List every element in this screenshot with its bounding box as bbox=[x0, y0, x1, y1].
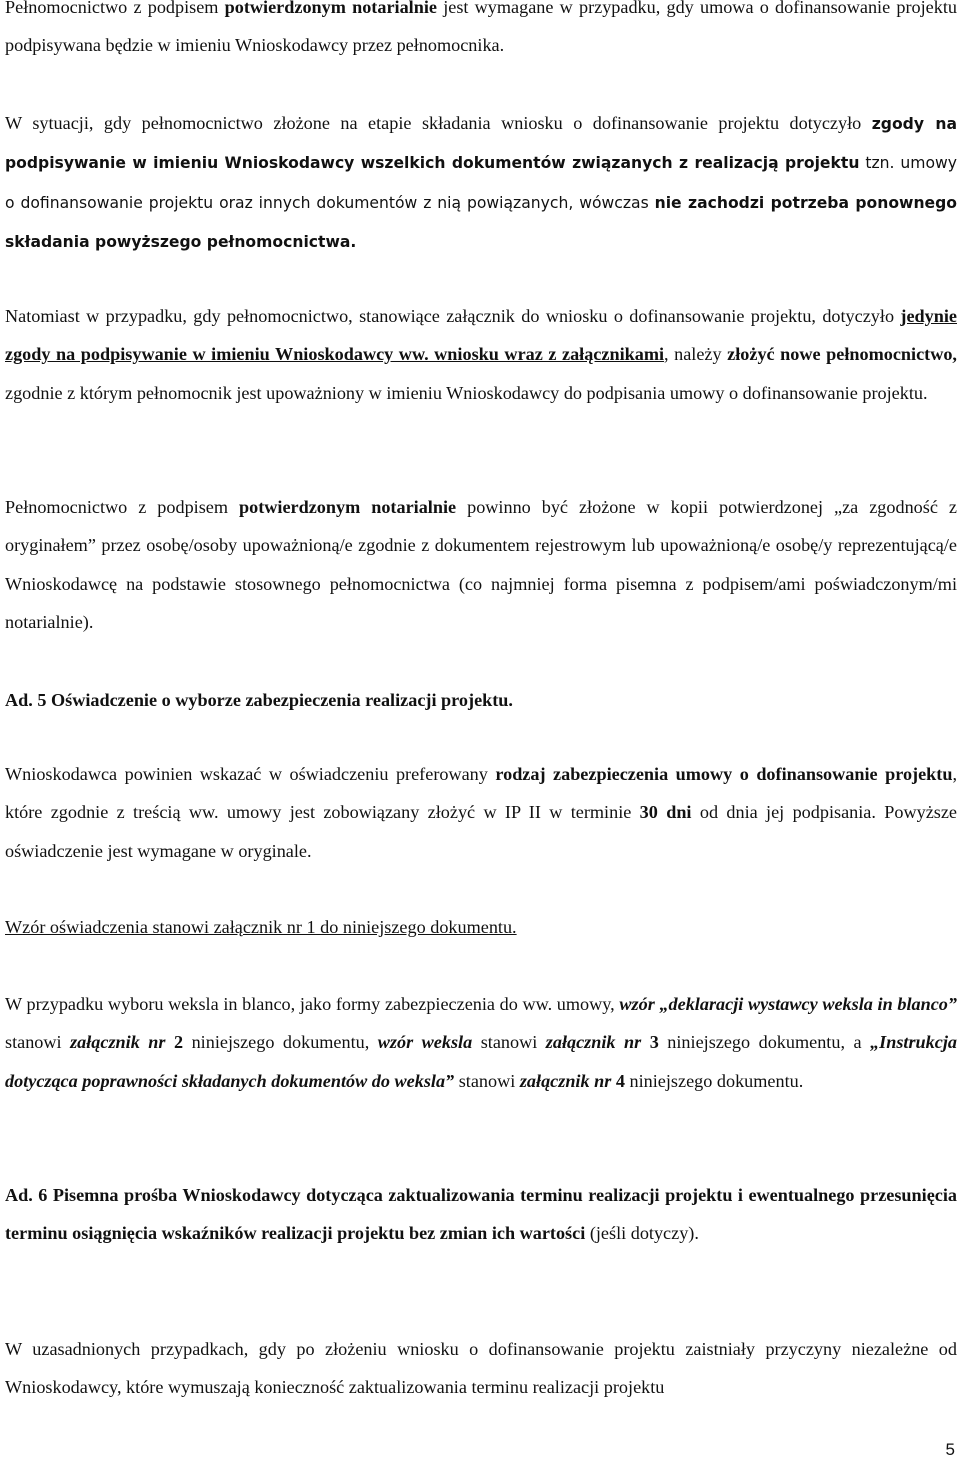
paragraph-template-attachment: Wzór oświadczenia stanowi załącznik nr 1 do niniejszego dokumentu. bbox=[5, 917, 517, 937]
bold-italic-text: wzór „deklaracji wystawcy weksla in blanco” bbox=[619, 994, 957, 1014]
text-run: powinno być złożone w kopii potwierdzonej „za zgodność z oryginałem” przez osobę/osoby upoważnioną/e zgodnie z dokumentem rejestrowym lub upoważnioną/e osobę/y reprezentującą/e Wnioskodawcę na podstawie stosownego pełnomocnictwa (co najmniej forma pisemna z podpisem/ami poświadczonym/mi notarialnie). bbox=[5, 497, 957, 632]
bold-text: Ad. 6 Pisemna prośba Wnioskodawcy dotycząca zaktualizowania terminu realizacji projektu i ewentualnego przesunięcia terminu osiągnięcia wskaźników realizacji projektu bez zmian ich wartości bbox=[5, 1185, 957, 1244]
bold-italic-text: załącznik nr bbox=[70, 1032, 166, 1053]
text-run: stanowi bbox=[5, 1032, 71, 1053]
bold-text: 30 dni bbox=[639, 802, 692, 823]
text-run: , należy bbox=[664, 344, 728, 365]
text-run: tzn. umowy o dofinansowanie projektu oraz innych dokumentów z nią powiązanych, wówczas bbox=[5, 154, 957, 212]
text-run: Natomiast w przypadku, gdy pełnomocnictwo, stanowiące załącznik do wniosku o dofinansowanie projektu, dotyczyło bbox=[5, 306, 901, 326]
bold-text: rodzaj zabezpieczenia umowy o dofinansowanie projektu bbox=[495, 764, 953, 784]
text-run: W przypadku wyboru weksla in blanco, jako formy zabezpieczenia do ww. umowy, bbox=[5, 994, 620, 1014]
text-run: stanowi bbox=[454, 1070, 520, 1091]
page-number: 5 bbox=[945, 1440, 955, 1459]
bold-italic-text: załącznik nr bbox=[545, 1032, 642, 1053]
bold-text: nie zachodzi potrzeba ponownego składania powyższego pełnomocnictwa. bbox=[5, 193, 957, 251]
paragraph-security-type bbox=[5, 755, 957, 870]
paragraph-notarial-requirement bbox=[5, 0, 957, 65]
bold-text: zgody na podpisywanie w imieniu Wnioskodawcy wszelkich dokumentów związanych z realizacją projektu bbox=[5, 115, 957, 173]
text-run: Wnioskodawca powinien wskazać w oświadczeniu preferowany bbox=[5, 764, 496, 784]
bold-italic-text: wzór weksla bbox=[377, 1032, 473, 1053]
text-run: stanowi bbox=[472, 1032, 546, 1053]
paragraph-justified-cases: W uzasadnionych przypadkach, gdy po złożeniu wniosku o dofinansowanie projektu zaistniały przyczyny niezależne od Wnioskodawcy, które wymuszają konieczność zaktualizowania terminu realizacji projektu bbox=[5, 1339, 957, 1398]
text-run: (jeśli dotyczy). bbox=[585, 1223, 699, 1244]
section-heading-ad6 bbox=[5, 1176, 957, 1253]
text-run: od dnia jej podpisania. Powyższe oświadczenie jest wymagane w oryginale. bbox=[5, 802, 957, 861]
bold-italic-text: załącznik nr bbox=[519, 1070, 612, 1091]
section-heading-ad5: Ad. 5 Oświadczenie o wyborze zabezpieczenia realizacji projektu. bbox=[5, 690, 513, 710]
text-run: zgodnie z którym pełnomocnik jest upoważniony w imieniu Wnioskodawcy do podpisania umowy o dofinansowanie projektu. bbox=[5, 382, 928, 403]
text-run: niniejszego dokumentu. bbox=[624, 1070, 804, 1091]
text-run: W sytuacji, gdy pełnomocnictwo złożone na etapie składania wniosku o dofinansowanie projektu dotyczyło bbox=[5, 113, 872, 133]
text-run: Pełnomocnictwo z podpisem bbox=[5, 0, 225, 17]
text-run: , które zgodnie z treścią ww. umowy jest zobowiązany złożyć w IP II w terminie bbox=[5, 764, 958, 823]
bold-text: 3 bbox=[641, 1032, 659, 1053]
paragraph-certified-copy bbox=[5, 488, 957, 641]
bold-text: 4 bbox=[611, 1070, 625, 1091]
bold-italic-text: „Instrukcja dotycząca poprawności składanych dokumentów do weksla” bbox=[5, 1032, 957, 1091]
text-run: jest wymagane w przypadku, gdy umowa o dofinansowanie projektu podpisywana będzie w imieniu Wnioskodawcy przez pełnomocnika. bbox=[5, 0, 957, 56]
paragraph-blank-promissory-note bbox=[5, 985, 957, 1100]
text-run: niniejszego dokumentu, a bbox=[658, 1032, 871, 1053]
text-run: Pełnomocnictwo z podpisem bbox=[5, 497, 239, 517]
paragraph-power-of-attorney-scope bbox=[5, 104, 957, 261]
bold-text: 2 bbox=[165, 1032, 184, 1053]
bold-text: złożyć nowe pełnomocnictwo, bbox=[727, 344, 957, 365]
paragraph-new-power-of-attorney bbox=[5, 297, 957, 412]
bold-text: potwierdzonym notarialnie bbox=[239, 497, 457, 517]
bold-text: potwierdzonym notarialnie bbox=[224, 0, 437, 17]
bold-underlined-text: jedynie zgody na podpisywanie w imieniu Wnioskodawcy ww. wniosku wraz z załącznikami bbox=[5, 306, 957, 365]
text-run: niniejszego dokumentu, bbox=[183, 1032, 378, 1053]
